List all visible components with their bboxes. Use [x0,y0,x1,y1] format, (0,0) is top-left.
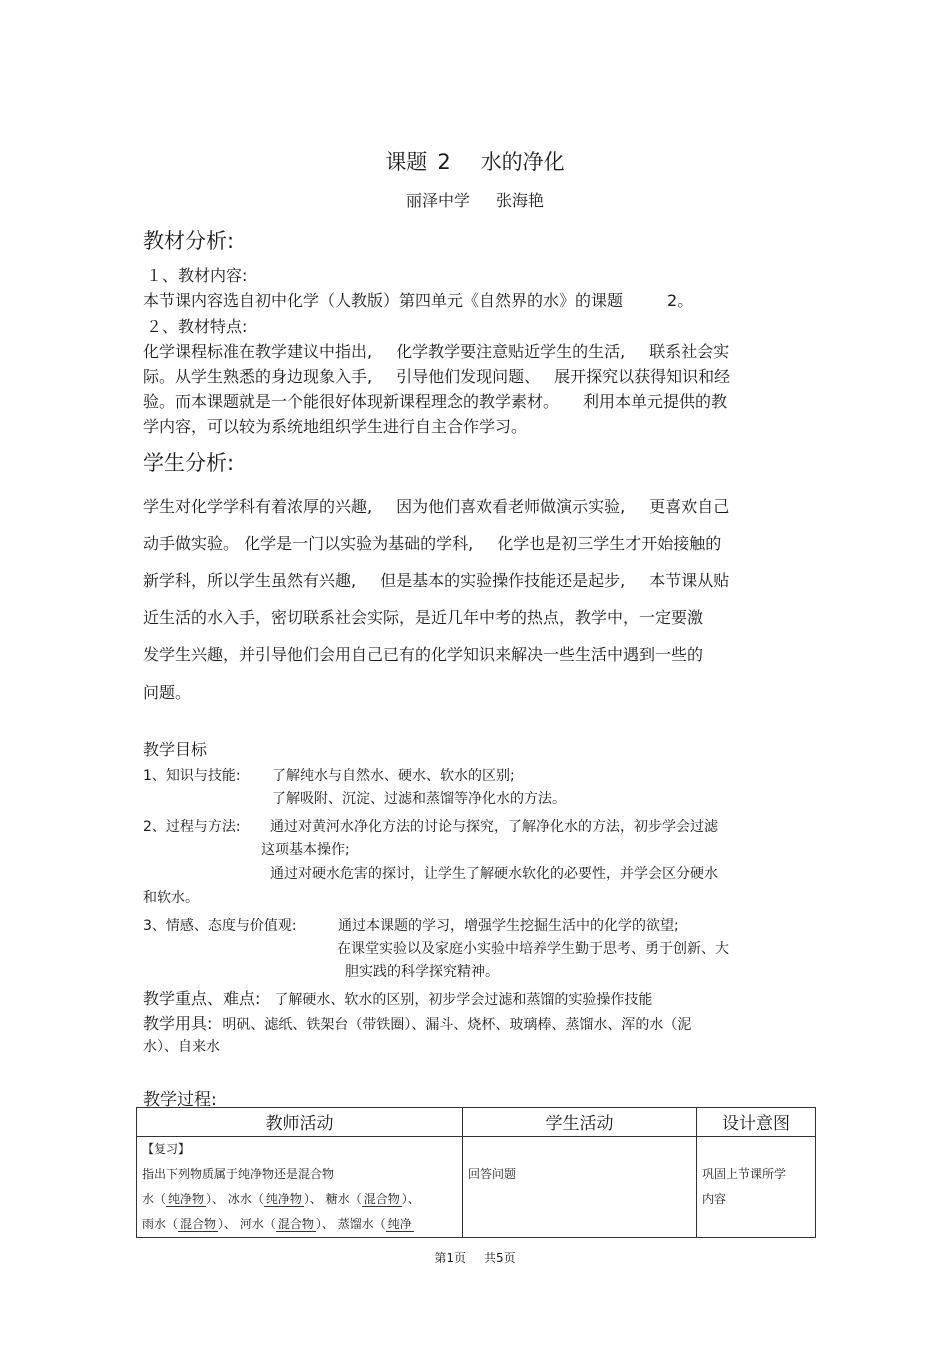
goal-text: 这项基本操作; [261,842,350,858]
goal-emotion-label: 3、情感、态度与价值观: [143,918,297,934]
intent-line: 内容 [702,1192,727,1206]
cell-teacher [137,1137,463,1238]
cell-student [463,1137,697,1238]
student-activity: 回答问题 [468,1167,517,1181]
heading-material-analysis: 教材分析: [143,229,235,253]
paragraph-line: 际。从学生熟悉的身边现象入手, 引导他们发现问题、 展开探究以获得知识和经 [143,367,731,386]
header-student: 学生活动 [463,1108,697,1137]
paragraph-line: 学内容，可以较为系统地组织学生进行自主合作学习。 [143,417,528,436]
goal-text: 了解纯水与自然水、硬水、软水的区别; [272,768,515,784]
goal-text: 通过对硬水危害的探讨，让学生了解硬水软化的必要性，并学会区分硬水 [270,866,718,882]
intent-line: 巩固上节课所学 [702,1167,787,1181]
heading-process: 教学过程: [143,1090,217,1110]
paragraph-line: 学生对化学学科有着浓厚的兴趣, 因为他们喜欢看老师做演示实验, 更喜欢自己 [143,497,730,516]
goal-text: 通过本课题的学习，增强学生挖掘生活中的化学的欲望; [338,918,679,934]
paragraph-line: 动手做实验。 化学是一门以实验为基础的学科, 化学也是初三学生才开始接触的 [143,534,722,553]
review-question: 指出下列物质属于纯净物还是混合物 [142,1167,335,1181]
paragraph-line: 验。而本课题就是一个能很好体现新课程理念的教学素材。 利用本单元提供的教 [143,392,728,411]
paragraph-line: 近生活的水入手，密切联系社会实际，是近几年中考的热点，教学中，一定要激 [143,608,704,627]
paragraph-line: 问题。 [143,683,192,702]
goal-process-label: 2、过程与方法: [143,819,241,835]
process-table [136,1107,816,1238]
paragraph-line: 化学课程标准在教学建议中指出, 化学教学要注意贴近学生的生活, 联系社会实 [143,342,730,361]
subheading-features: ２、教材特点: [146,317,248,336]
goal-knowledge-label: 1、知识与技能: [143,768,241,784]
paragraph-content: 本节课内容选自初中化学（人教版）第四单元《自然界的水》的课题 2。 [143,291,694,310]
page-title: 课题 2 水的净化 [385,150,565,174]
author-line: 丽泽中学 张海艳 [405,191,545,210]
goal-text: 在课堂实验以及家庭小实验中培养学生勤于思考、勇于创新、大 [337,941,729,957]
teaching-tools: 教学用具: 明矾、滤纸、铁架台（带铁圈）、漏斗、烧杯、玻璃棒、蒸馏水、浑的水（泥 [143,1014,692,1033]
heading-student-analysis: 学生分析: [143,451,235,475]
subheading-content: １、教材内容: [146,266,248,285]
teaching-tools-cont: 水）、自来水 [143,1039,220,1055]
answer-row: 雨水（ 混合物 ）、 河水（ 混合物 ）、 蒸馏水（ 纯净 [142,1217,412,1231]
key-points: 教学重点、难点: 了解硬水、软水的区别，初步学会过滤和蒸馏的实验操作技能 [143,989,653,1008]
paragraph-line: 新学科，所以学生虽然有兴趣, 但是基本的实验操作技能还是起步, 本节课从贴 [143,571,730,590]
goal-text: 胆实践的科学探究精神。 [345,964,499,980]
paragraph-line: 发学生兴趣，并引导他们会用自己已有的化学知识来解决一些生活中遇到一些的 [143,645,704,664]
table-header-row [137,1108,816,1137]
review-tag: 【复习】 [142,1142,191,1156]
heading-goals: 教学目标 [143,740,208,759]
cell-intent [697,1137,816,1238]
table-row [137,1137,816,1238]
page-footer: 第1页 共5页 [434,1251,516,1265]
goal-text: 和软水。 [143,890,199,906]
header-teacher: 教师活动 [137,1108,463,1137]
goal-text: 通过对黄河水净化方法的讨论与探究，了解净化水的方法，初步学会过滤 [270,819,718,835]
goal-text: 了解吸附、沉淀、过滤和蒸馏等净化水的方法。 [272,791,566,807]
header-intent: 设计意图 [697,1108,816,1137]
answer-row: 水（ 纯净物 ）、 冰水（ 纯净物 ）、 糖水（ 混合物 ）、 [142,1192,420,1206]
